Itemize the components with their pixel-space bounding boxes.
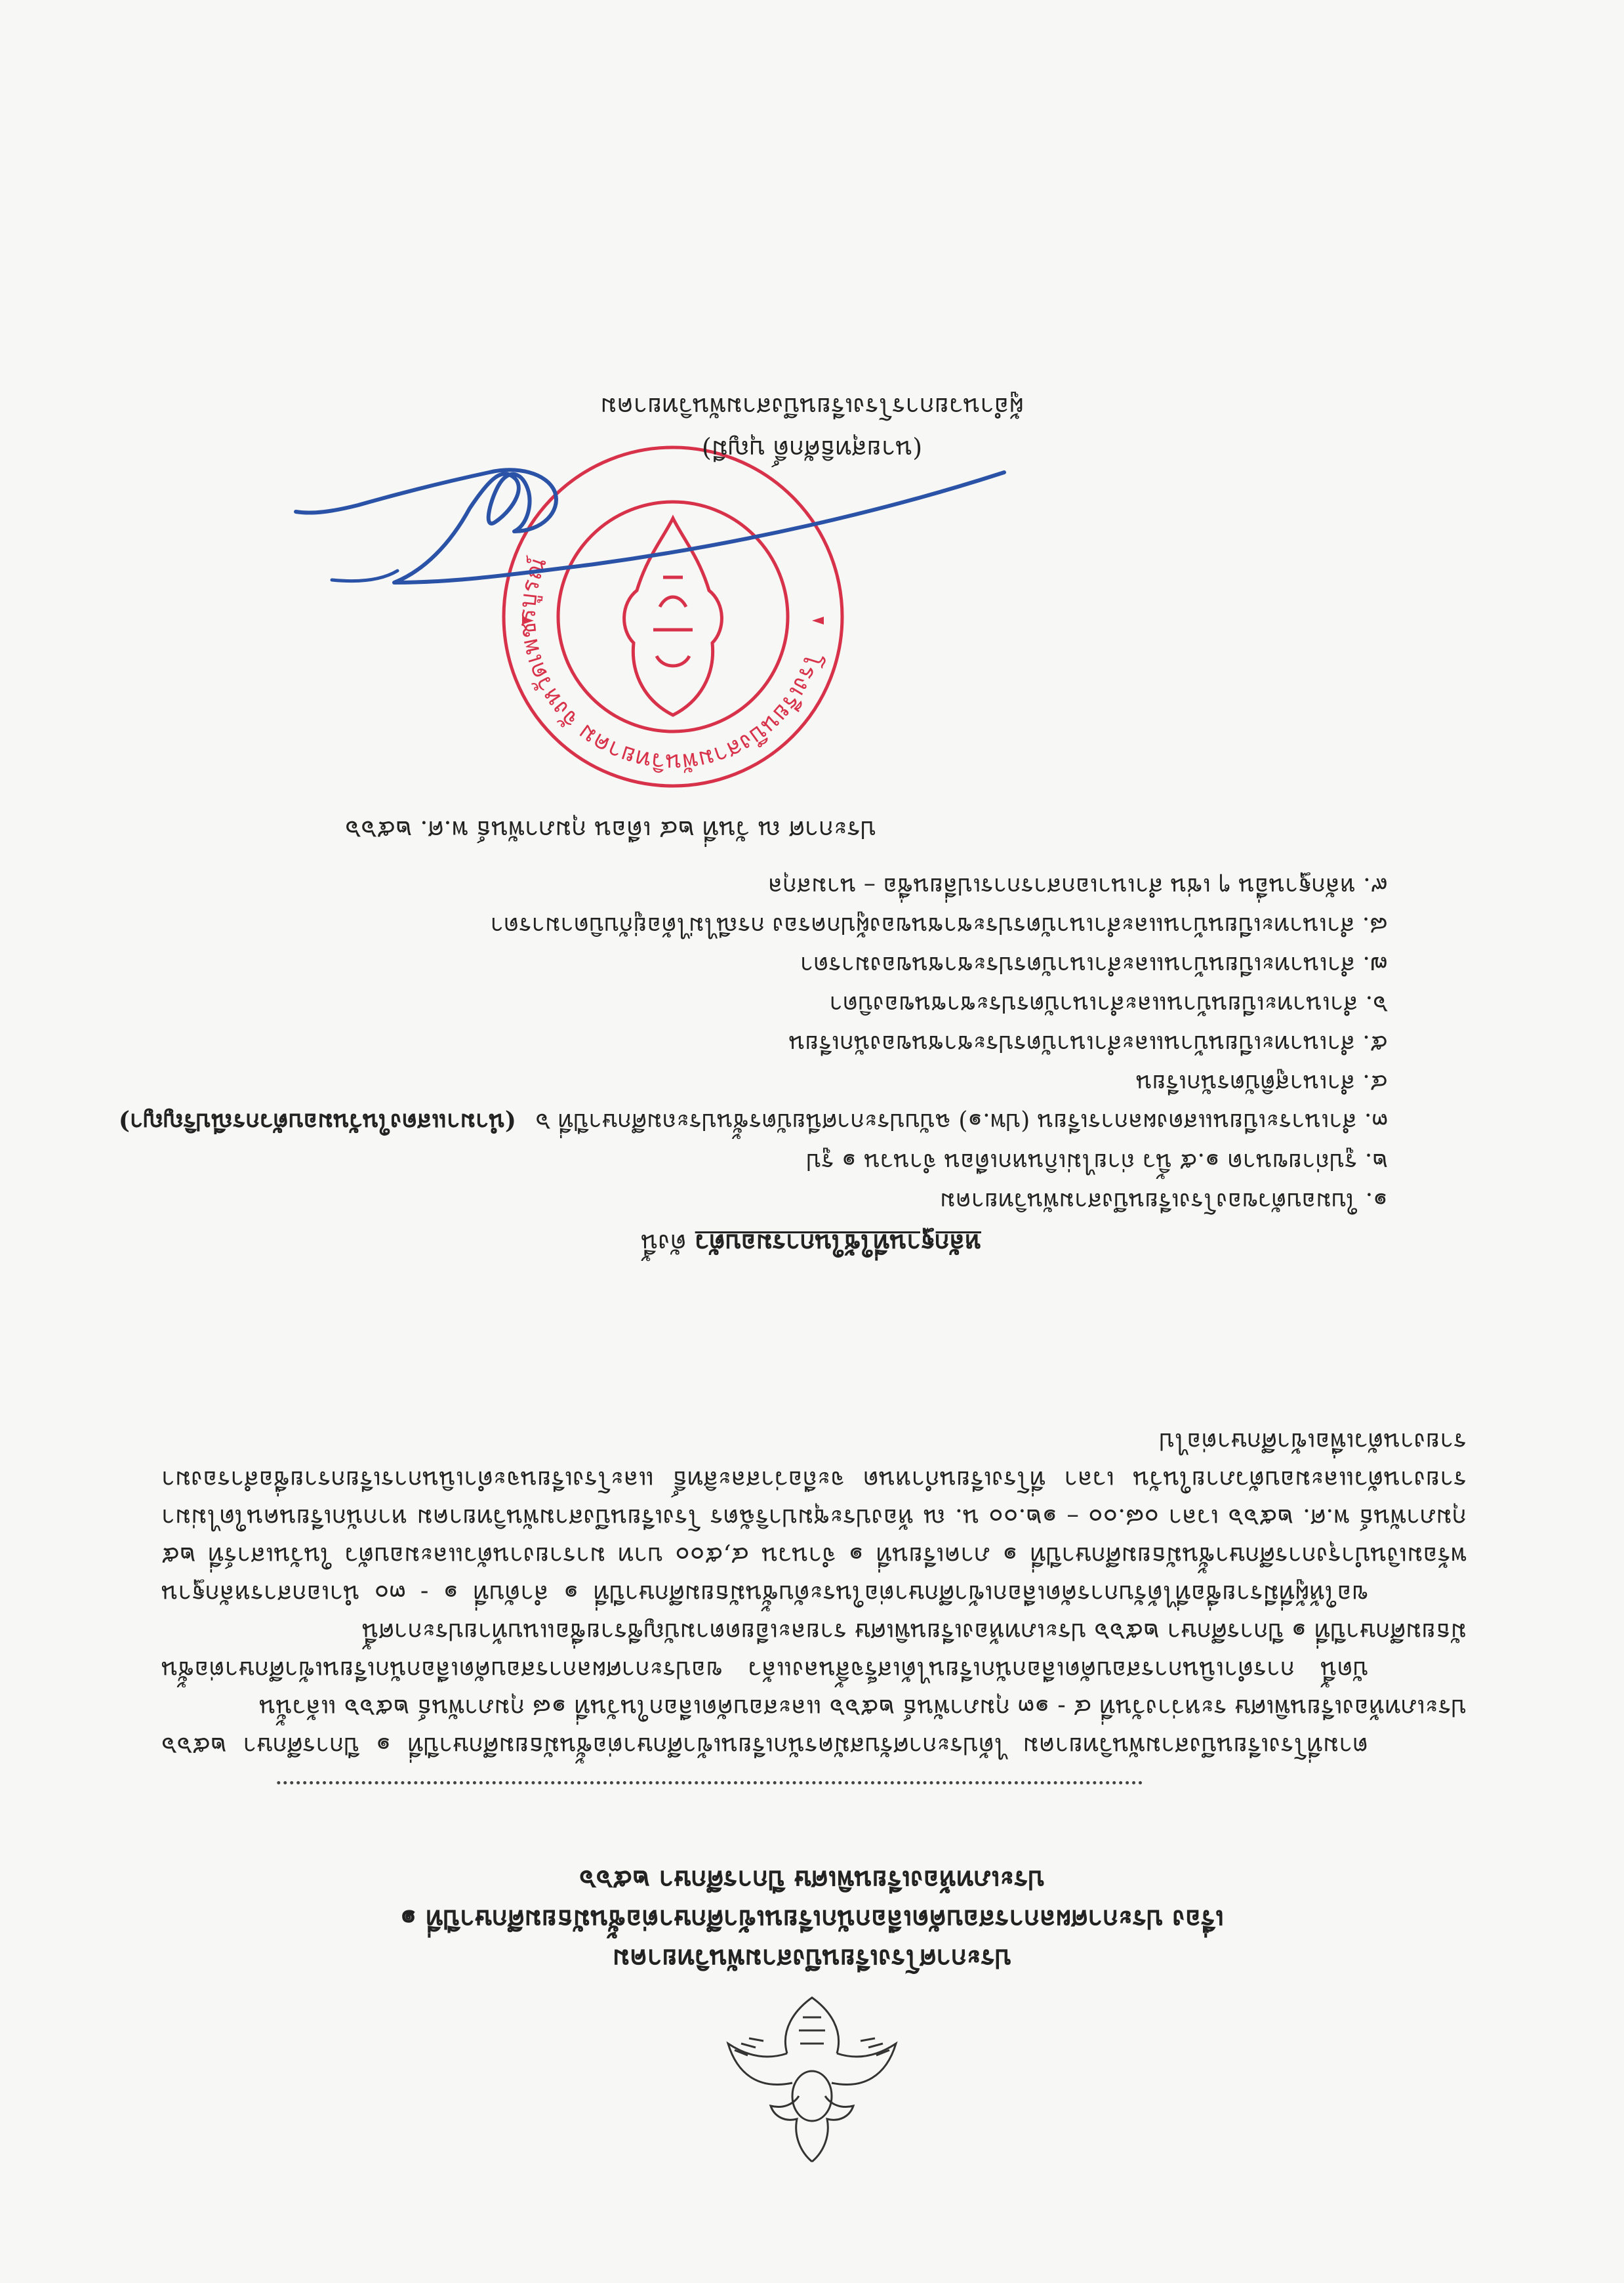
document-item: ๑. ใบมอบตัวของโรงเรียนบึงสามพันวิทยาคม bbox=[939, 1187, 1388, 1214]
paragraph-3: ขอให้ผู้ที่มีรายชื่อที่ได้รับการคัดเลือกเข้าศึกษาต่อในระดับชั้นมัธยมศึกษาปีที่ ๑ ลำดับที่ ๑ - ๓๐ นำเอกสารหลักฐานพร้อมเงินบำรุงการศึกษาชั้นมัธยมศึกษาปีที่ ๑ ภาคเรียนที่ ๑ จำนวน ๔,๕๐๐ บาท มารายงานตัวและมอบตัว ในวันเสาร์ที่ ๒๕ กุมภาพันธ์ พ.ศ. ๒๕๖๖ เวลา ๐๘.๐๐ – ๑๒.๐๐ น. ณ ห้องประชุมปาริฉัตร โรงเรียนบึงสามพันวิทยาคม หากนักเรียนคนใดไม่มารายงานตัวและมอบตัวภายในวัน เวลา ที่โรงเรียนกำหนด จะถือว่าสละสิทธิ์ และโรงเรียนจะดำเนินการเรียกรายชื่อสำรองมารายงานตัวเพื่อเข้าศึกษาต่อไป bbox=[161, 1428, 1467, 1608]
document-item bbox=[119, 1105, 1388, 1138]
announcement-date: ประกาศ ณ วันที่ ๒๔ เดือน กุมภาพันธ์ พ.ศ. ๒๕๖๖ bbox=[345, 815, 876, 844]
announcement-heading: ประกาศโรงเรียนบึงสามพันวิทยาคม bbox=[612, 1943, 1012, 1974]
documents-heading bbox=[641, 1227, 981, 1260]
document-item: ๙. หลักฐานอื่น ๆ เช่น สำเนาเอกสารการเปลี่ยนชื่อ – นามสกุล bbox=[768, 873, 1388, 899]
announcement-program: ประเภทห้องเรียนพิเศษ ปีการศึกษา ๒๕๖๖ bbox=[579, 1864, 1045, 1895]
document-item-text: ๓. สำเนาระเบียนแสดงผลการเรียน (ปพ.๑) ฉบับประกาศนียบัตรชั้นประถมศึกษาปีที่ ๖ bbox=[535, 1108, 1388, 1135]
document-item: ๘. สำเนาทะเบียนบ้านและสำเนาบัตรประชาชนของผู้ปกครอง กรณีไม่ได้อยู่กับบิดามารดา bbox=[490, 912, 1388, 939]
document-item: ๒. รูปถ่ายขนาด ๑.๕ นิ้ว ถ่ายไม่เกินหกเดือน จำนวน ๑ รูป bbox=[806, 1148, 1388, 1175]
signer-title: ผู้อำนวยการโรงเรียนบึงสามพันวิทยาคม bbox=[600, 392, 1024, 421]
document-item: ๖. สำเนาทะเบียนบ้านและสำเนาบัตรประชาชนของบิดา bbox=[829, 991, 1388, 1018]
dotted-divider bbox=[276, 1781, 1142, 1784]
garuda-emblem bbox=[721, 1985, 903, 2175]
document-item: ๕. สำเนาทะเบียนบ้านและสำเนาบัตรประชาชนของนักเรียน bbox=[788, 1030, 1388, 1057]
announcement-subject: เรื่อง ประกาศผลการสอบคัดเลือกนักเรียนเข้าศึกษาต่อชั้นมัธยมศึกษาปีที่ ๑ bbox=[399, 1904, 1225, 1935]
seal-text: โรงเรียนบึงสามพันวิทยาคม จังหวัดเพชรบูรณ์ bbox=[514, 554, 827, 776]
signer-name: (นายสุทธิศักดิ์ บุญมี) bbox=[701, 435, 923, 464]
paragraph-2: บัดนี้ การดำเนินการสอบคัดเลือกนักเรียนได้เสร็จสิ้นลงแล้ว ขอประกาศผลการสอบคัดเลือกนักเรียนเข้าศึกษาต่อชั้นมัธยมศึกษาปีที่ ๑ ปีการศึกษา ๒๕๖๖ ประเภทห้องเรียนพิเศษ รายละเอียดตามบัญชีรายชื่อแนบท้ายประกาศนี้ bbox=[161, 1618, 1467, 1684]
document-item-note: (นำมาแสดงในวันมอบตัวกรณีปริญญา) bbox=[118, 1108, 516, 1136]
paragraph-1: ตามที่โรงเรียนบึงสามพันวิทยาคม ได้ประกาศรับสมัครนักเรียนเข้าศึกษาต่อชั้นมัธยมศึกษาปีที่ ๑ ปีการศึกษา ๒๕๖๖ ประเภทห้องเรียนพิเศษ ระหว่างวันที่ ๔ - ๑๓ กุมภาพันธ์ ๒๕๖๖ และสอบคัดเลือกในวันที่ ๑๘ กุมภาพันธ์ ๒๕๖๖ แล้วนั้น bbox=[161, 1694, 1467, 1760]
document-item: ๔. สำเนาสูติบัตรนักเรียน bbox=[1135, 1069, 1388, 1096]
body-text bbox=[161, 1422, 1467, 1765]
documents-heading-suffix: ดังนี้ bbox=[641, 1229, 687, 1258]
documents-heading-label: หลักฐานที่ใช้ในการมอบตัว bbox=[695, 1229, 981, 1258]
document-item: ๗. สำเนาทะเบียนบ้านและสำเนาบัตรประชาชนของมารดา bbox=[800, 951, 1388, 978]
